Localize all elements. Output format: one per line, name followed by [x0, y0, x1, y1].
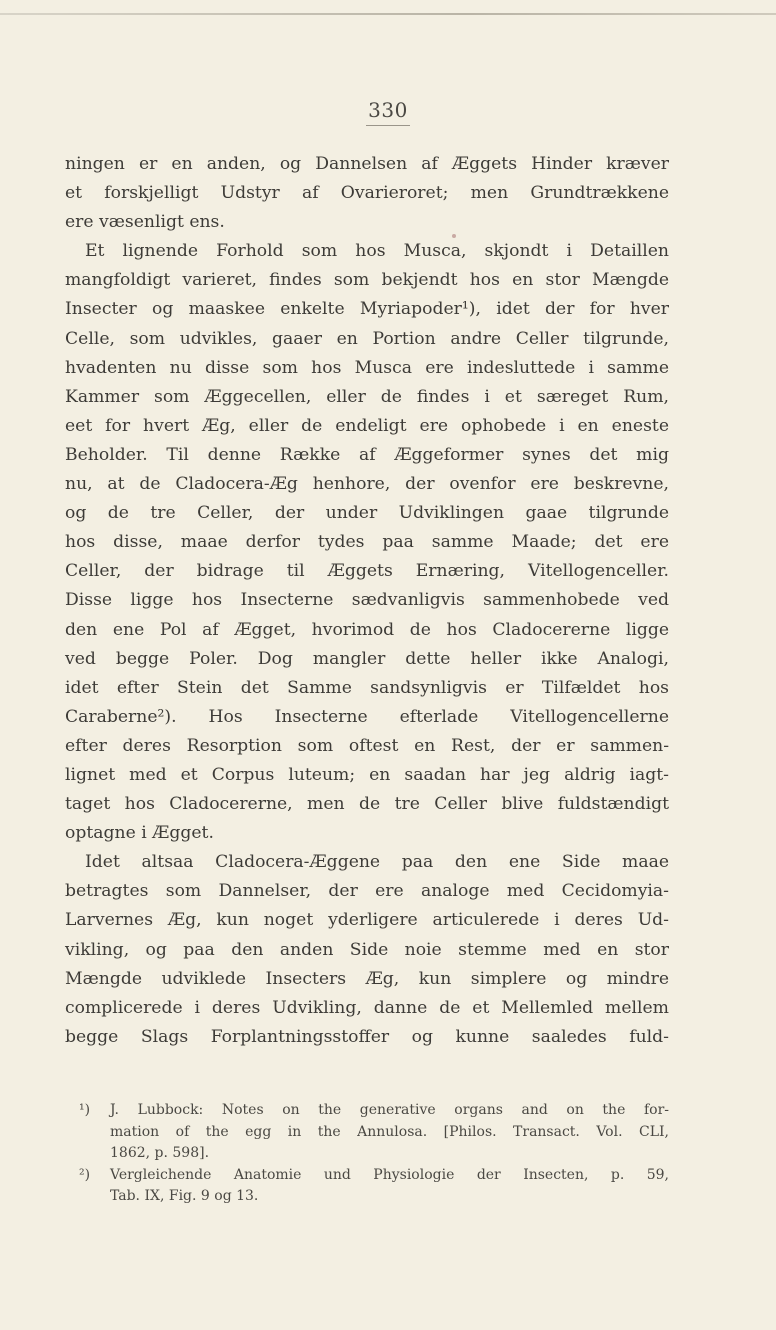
footnote-1-text: J. Lubbock: Notes on the generative organs and on the for-: [110, 1102, 669, 1118]
text-line: ningen er en anden, og Dannelsen af Æggets Hinder kræver: [65, 154, 669, 174]
text-line: og de tre Celler, der under Udviklingen gaae tilgrunde: [65, 503, 669, 524]
text-line: Idet altsaa Cladocera-Æggene paa den ene Side maae: [85, 852, 669, 873]
text-line: hvadenten nu disse som hos Musca ere indesluttede i samme: [65, 357, 669, 378]
text-line: Larvernes Æg, kun noget yderligere articulerede i deres Ud-: [65, 910, 669, 931]
text-line: Celler, der bidrage til Æggets Ernæring, Vitellogenceller.: [65, 561, 669, 582]
text-line: Caraberne²). Hos Insecterne efterlade Vitellogencellerne: [65, 706, 669, 727]
footnote-1-line: mation of the egg in the Annulosa. [Philos. Transact. Vol. CLI,: [110, 1123, 669, 1140]
text-line: hos disse, maae derfor tydes paa samme Maade; det ere: [65, 532, 669, 553]
text-line: nu, at de Cladocera-Æg henhore, der ovenfor ere beskrevne,: [65, 474, 669, 495]
footnote-2-text: Vergleichende Anatomie und Physiologie der Insecten, p. 59,: [110, 1166, 669, 1183]
text-line: ved begge Poler. Dog mangler dette heller ikke Analogi,: [65, 648, 669, 669]
text-line: Celle, som udvikles, gaaer en Portion andre Celler tilgrunde,: [65, 328, 669, 349]
text-line: idet efter Stein det Samme sandsynligvis er Tilfældet hos: [65, 677, 669, 698]
text-line: Insecter og maaskee enkelte Myriapoder¹), idet der for hver: [65, 299, 669, 320]
text-line: taget hos Cladocererne, men de tre Celler blive fuldstændigt: [65, 794, 669, 815]
footnote-2-line: Tab. IX, Fig. 9 og 13.: [110, 1188, 259, 1205]
text-line: eet for hvert Æg, eller de endeligt ere ophobede i en eneste: [65, 415, 669, 436]
text-line: lignet med et Corpus luteum; en saadan har jeg aldrig iagt-: [65, 764, 669, 785]
footnote-1-line: [65, 1100, 669, 1122]
footnote-2-line: [65, 1165, 669, 1187]
text-line: optagne i Ægget.: [65, 823, 214, 844]
top-edge-rule: [0, 13, 776, 15]
text-line: efter deres Resorption som oftest en Rest, der er sammen-: [65, 735, 669, 756]
page-number: [0, 98, 776, 126]
page-number-text: 330: [366, 98, 410, 126]
text-line: Beholder. Til denne Række af Æggeformer synes det mig: [65, 444, 669, 465]
text-line: complicerede i deres Udvikling, danne de et Mellemled mellem: [65, 997, 669, 1018]
text-line: Disse ligge hos Insecterne sædvanligvis sammenhobede ved: [65, 590, 669, 611]
text-line: Et lignende Forhold som hos Musca, skjondt i Detaillen: [85, 241, 669, 262]
ink-speck: [452, 234, 456, 238]
text-line: vikling, og paa den anden Side noie stemme med en stor: [65, 939, 669, 960]
text-line: begge Slags Forplantningsstoffer og kunne saaledes fuld-: [65, 1026, 669, 1047]
text-line: mangfoldigt varieret, findes som bekjendt hos en stor Mængde: [65, 270, 669, 291]
text-line: et forskjelligt Udstyr af Ovarieroret; men Grundtrækkene: [65, 183, 669, 204]
text-line: ere væsenligt ens.: [65, 212, 225, 233]
text-line: betragtes som Dannelser, der ere analoge med Cecidomyia-: [65, 881, 669, 902]
text-line: den ene Pol af Ægget, hvorimod de hos Cladocererne ligge: [65, 619, 669, 640]
footnotes: [65, 1100, 669, 1208]
text-line: Mængde udviklede Insecters Æg, kun simplere og mindre: [65, 968, 669, 989]
text-line: Kammer som Æggecellen, eller de findes i et særeget Rum,: [65, 386, 669, 407]
footnote-1-mark: ¹): [79, 1102, 91, 1118]
footnote-1-line: 1862, p. 598].: [110, 1145, 210, 1162]
footnote-2-mark: ²): [79, 1166, 91, 1183]
body-text: [65, 150, 669, 1052]
